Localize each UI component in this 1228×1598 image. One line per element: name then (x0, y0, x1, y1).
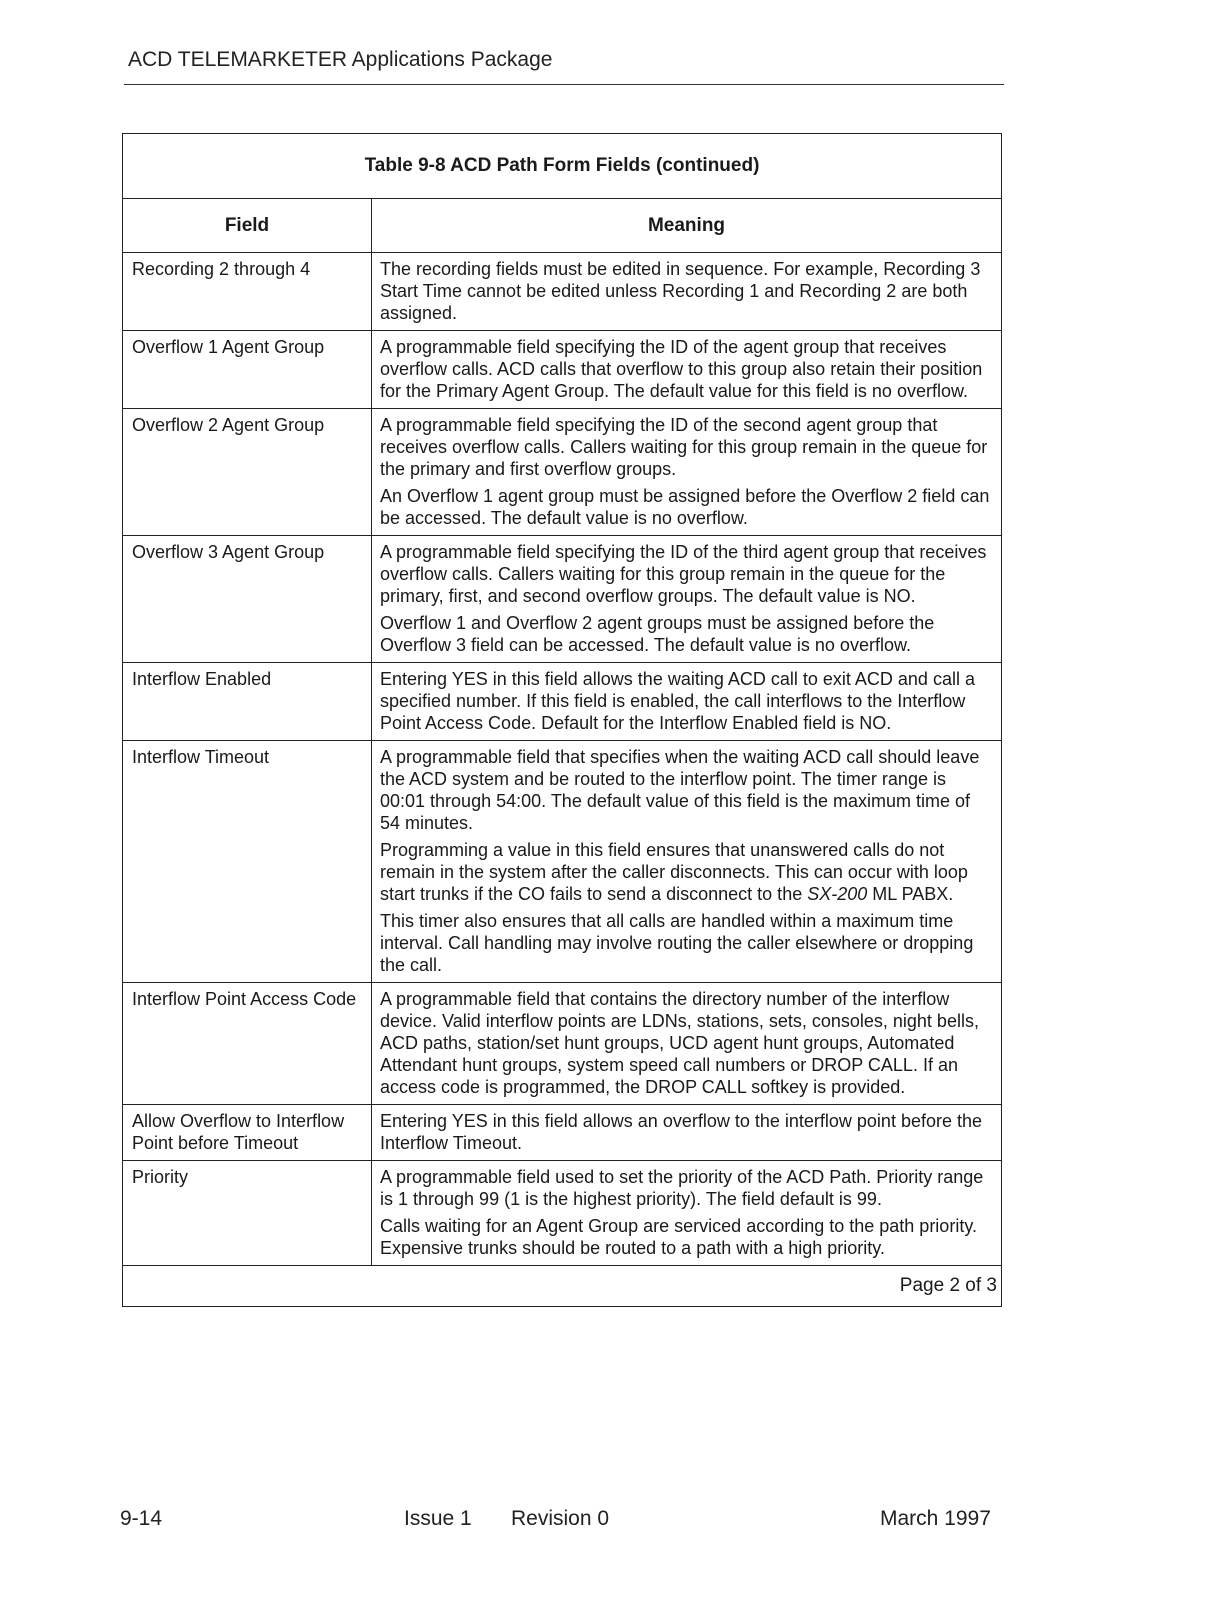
field-meaning (372, 983, 1002, 1105)
field-name: Interflow Point Access Code (123, 983, 372, 1105)
product-name: SX-200 (807, 884, 868, 904)
field-name: Overflow 2 Agent Group (123, 409, 372, 536)
revision-label: Revision 0 (511, 1507, 610, 1530)
acd-path-form-fields-table (122, 133, 1002, 1307)
field-name: Overflow 3 Agent Group (123, 536, 372, 663)
column-header-field: Field (123, 199, 372, 253)
meaning-paragraph: A programmable field used to set the priority of the ACD Path. Priority range is 1 through 99 (1 is the highest priority). The field default is 99. (380, 1167, 984, 1209)
field-meaning (372, 1161, 1002, 1266)
meaning-paragraph: A programmable field that contains the directory number of the interflow device. Valid interflow points are LDNs, stations, sets, consoles, night bells, ACD paths, station/set hunt groups, UCD agent hunt groups, Automated Attendant hunt groups, system speed call numbers or DROP CALL. If an access code is programmed, the DROP CALL softkey is provided. (380, 989, 979, 1097)
table-row (123, 536, 1002, 663)
meaning-paragraph: Calls waiting for an Agent Group are serviced according to the path priority. Expensive trunks should be routed to a path with a high priority. (380, 1216, 977, 1258)
meaning-paragraph: This timer also ensures that all calls are handled within a maximum time interval. Call handling may involve routing the caller elsewhere or dropping the call. (380, 911, 974, 975)
page-indicator: Page 2 of 3 (123, 1266, 1002, 1307)
field-meaning (372, 536, 1002, 663)
meaning-paragraph: A programmable field specifying the ID of the third agent group that receives overflow calls. Callers waiting for this group remain in the queue for the primary, first, and second overflow groups. The default value is NO. (380, 542, 987, 606)
running-header: ACD TELEMARKETER Applications Package (128, 48, 553, 71)
table-caption: Table 9-8 ACD Path Form Fields (continued) (123, 134, 1002, 199)
meaning-paragraph: Programming a value in this field ensures that unanswered calls do not remain in the system after the caller disconnects. This can occur with loop start trunks if the CO fails to send a disconnect to the SX-200 ML PABX. (380, 840, 968, 904)
meaning-paragraph: A programmable field specifying the ID of the agent group that receives overflow calls. ACD calls that overflow to this group also retain their position for the Primary Agent Group. The default value for this field is no overflow. (380, 337, 983, 401)
field-name: Priority (123, 1161, 372, 1266)
issue-label: Issue 1 (404, 1507, 472, 1530)
table-row (123, 253, 1002, 331)
table-row (123, 983, 1002, 1105)
publication-date: March 1997 (880, 1507, 991, 1530)
field-meaning (372, 741, 1002, 983)
meaning-paragraph: A programmable field specifying the ID of the second agent group that receives overflow calls. Callers waiting for this group remain in the queue for the primary and first overflow groups. (380, 415, 988, 479)
meaning-paragraph: Overflow 1 and Overflow 2 agent groups must be assigned before the Overflow 3 field can be accessed. The default value is no overflow. (380, 613, 935, 655)
table-row (123, 741, 1002, 983)
field-name: Interflow Timeout (123, 741, 372, 983)
meaning-paragraph: Entering YES in this field allows an overflow to the interflow point before the Interflow Timeout. (380, 1111, 983, 1153)
meaning-paragraph: A programmable field that specifies when the waiting ACD call should leave the ACD system and be routed to the interflow point. The timer range is 00:01 through 54:00. The default value of this field is the maximum time of 54 minutes. (380, 747, 980, 833)
field-name: Recording 2 through 4 (123, 253, 372, 331)
meaning-paragraph: Entering YES in this field allows the waiting ACD call to exit ACD and call a specified number. If this field is enabled, the call interflows to the Interflow Point Access Code. Default for the Interflow Enabled field is NO. (380, 669, 975, 733)
table-row (123, 1161, 1002, 1266)
field-meaning (372, 253, 1002, 331)
meaning-paragraph: The recording fields must be edited in sequence. For example, Recording 3 Start Time cannot be edited unless Recording 1 and Recording 2 are both assigned. (380, 259, 981, 323)
field-name: Overflow 1 Agent Group (123, 331, 372, 409)
field-meaning (372, 663, 1002, 741)
meaning-paragraph: An Overflow 1 agent group must be assigned before the Overflow 2 field can be accessed. The default value is no overflow. (380, 486, 990, 528)
table-row (123, 663, 1002, 741)
field-meaning (372, 331, 1002, 409)
field-meaning (372, 409, 1002, 536)
field-name: Allow Overflow to Interflow Point before Timeout (123, 1105, 372, 1161)
column-header-meaning: Meaning (372, 199, 1002, 253)
table-row (123, 331, 1002, 409)
table-row (123, 1105, 1002, 1161)
field-name: Interflow Enabled (123, 663, 372, 741)
header-rule (124, 84, 1004, 85)
field-meaning (372, 1105, 1002, 1161)
page-number: 9-14 (120, 1507, 163, 1530)
table-row (123, 409, 1002, 536)
